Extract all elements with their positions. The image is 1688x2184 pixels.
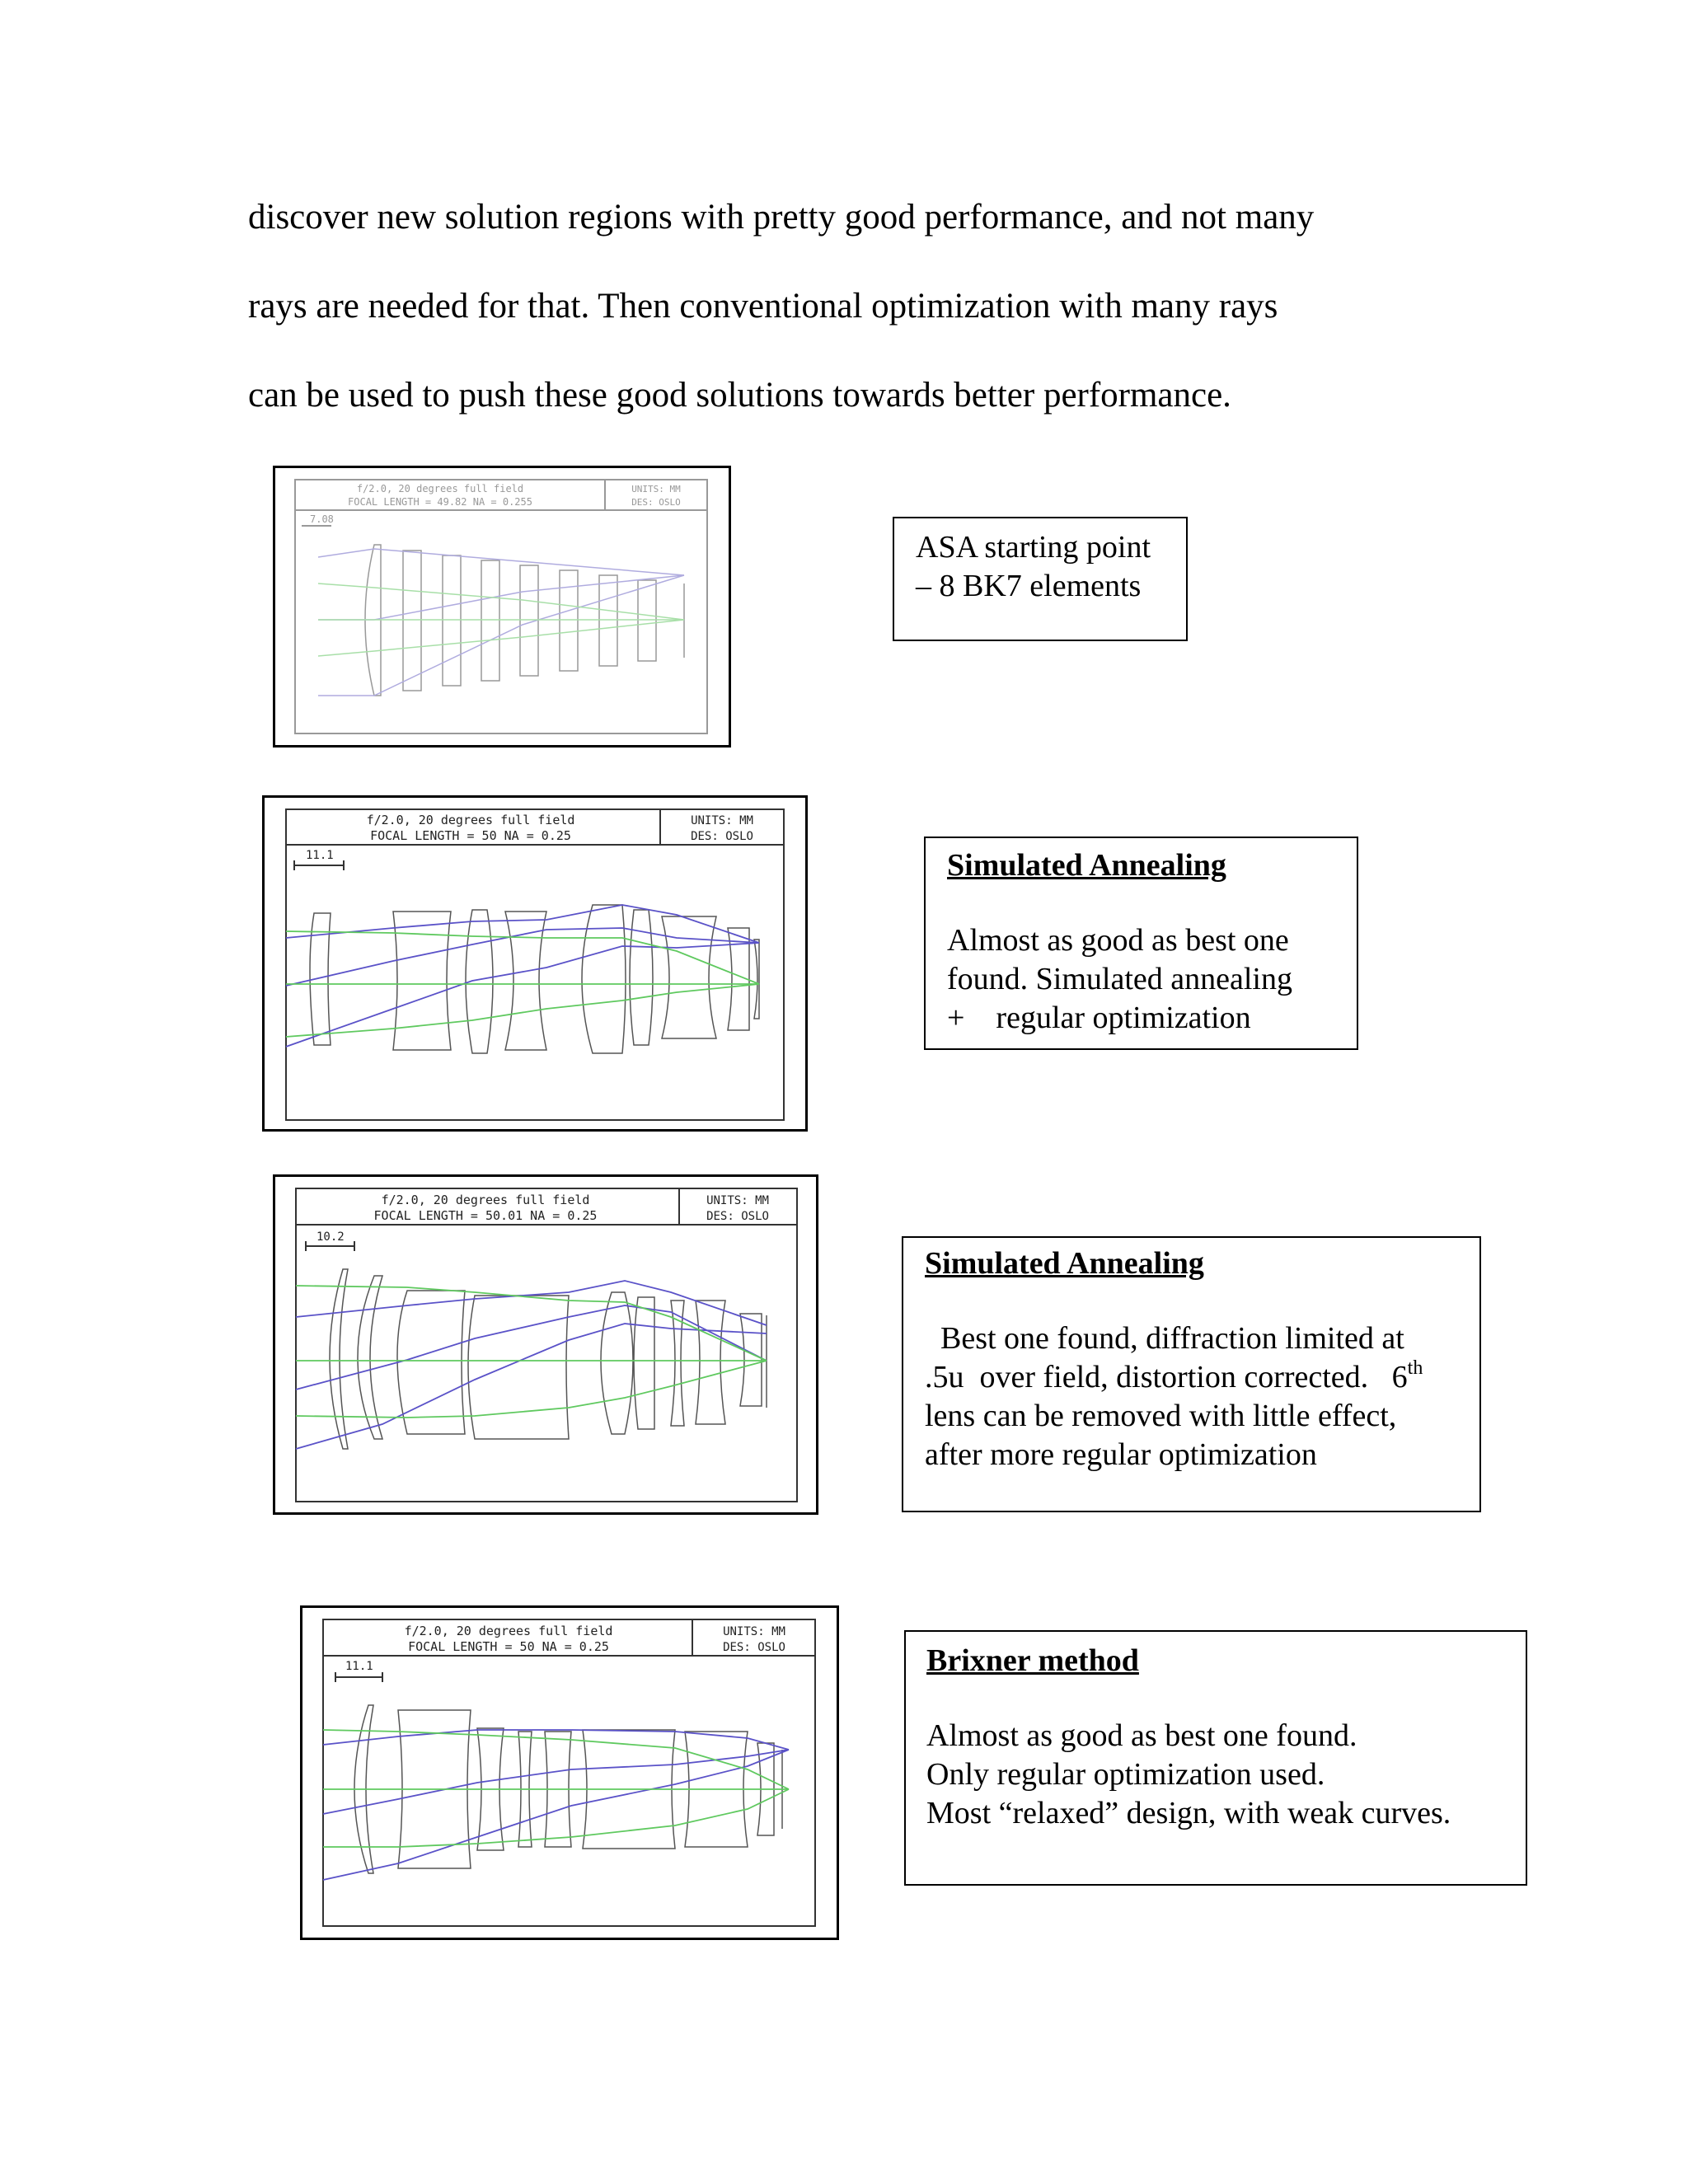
designer-label: DES: OSLO — [723, 1641, 785, 1654]
caption-heading: Simulated Annealing — [947, 848, 1226, 883]
header-line-1: f/2.0, 20 degrees full field — [356, 483, 524, 494]
ray-paths — [318, 549, 684, 696]
ray-paths — [323, 1730, 789, 1880]
paragraph-line-3: can be used to push these good solutions towards better performance. — [248, 376, 1231, 415]
header-line-2: FOCAL LENGTH = 50.01 NA = 0.25 — [373, 1208, 598, 1223]
units-label: UNITS: MM — [691, 814, 753, 827]
header-line-2: FOCAL LENGTH = 50 NA = 0.25 — [408, 1639, 609, 1654]
caption-simulated-annealing-1 — [924, 837, 1358, 1050]
lens-drawing — [265, 798, 805, 1129]
ray-paths — [286, 905, 759, 1047]
lens-drawing — [275, 468, 729, 745]
header-line-1: f/2.0, 20 degrees full field — [366, 813, 575, 827]
lens-drawing — [275, 1177, 816, 1512]
units-label: UNITS: MM — [631, 484, 681, 494]
lens-diagram-brixner — [300, 1605, 839, 1940]
caption-asa — [893, 517, 1188, 641]
caption-line: Most “relaxed” design, with weak curves. — [926, 1796, 1451, 1830]
caption-line: found. Simulated annealing — [947, 962, 1292, 996]
paragraph-line-2: rays are needed for that. Then conventional optimization with many rays — [248, 287, 1278, 326]
header-line-1: f/2.0, 20 degrees full field — [404, 1624, 613, 1638]
caption-line: Almost as good as best one — [947, 923, 1289, 958]
scale-label: 11.1 — [345, 1660, 373, 1673]
caption-line: lens can be removed with little effect, — [925, 1399, 1397, 1433]
header-line-2: FOCAL LENGTH = 50 NA = 0.25 — [370, 828, 571, 843]
caption-simulated-annealing-2 — [902, 1236, 1481, 1512]
lens-elements — [330, 1269, 767, 1449]
units-label: UNITS: MM — [723, 1625, 785, 1638]
caption-line — [925, 1358, 1479, 1397]
paragraph-line-1: discover new solution regions with pretty good performance, and not many — [248, 198, 1315, 237]
designer-label: DES: OSLO — [706, 1210, 769, 1223]
caption-heading: Brixner method — [926, 1643, 1139, 1678]
lens-elements — [310, 905, 759, 1053]
caption-line: + regular optimization — [947, 1001, 1251, 1035]
lens-diagram-simulated-annealing-1 — [262, 795, 808, 1132]
lens-diagram-simulated-annealing-2 — [273, 1174, 818, 1515]
ordinal-superscript: th — [1407, 1357, 1423, 1379]
lens-diagram-asa-start — [273, 466, 731, 748]
units-label: UNITS: MM — [706, 1194, 769, 1207]
scale-label: 11.1 — [306, 849, 334, 862]
caption-line: Almost as good as best one found. — [926, 1718, 1357, 1753]
scale-label: 10.2 — [316, 1230, 345, 1244]
designer-label: DES: OSLO — [691, 830, 753, 843]
header-line-2: FOCAL LENGTH = 49.82 NA = 0.255 — [348, 496, 532, 508]
caption-line: – 8 BK7 elements — [916, 569, 1142, 603]
caption-line: Best one found, diffraction limited at — [925, 1321, 1404, 1356]
header-line-1: f/2.0, 20 degrees full field — [381, 1193, 590, 1207]
scale-label: 7.08 — [310, 513, 334, 525]
caption-line: Only regular optimization used. — [926, 1757, 1325, 1792]
designer-label: DES: OSLO — [631, 497, 681, 508]
caption-line: ASA starting point — [916, 530, 1151, 565]
caption-line: after more regular optimization — [925, 1437, 1317, 1472]
caption-brixner — [904, 1630, 1527, 1886]
caption-line-main: .5u over field, distortion corrected. 6 — [925, 1360, 1408, 1394]
lens-drawing — [302, 1608, 837, 1938]
caption-heading: Simulated Annealing — [925, 1246, 1204, 1281]
